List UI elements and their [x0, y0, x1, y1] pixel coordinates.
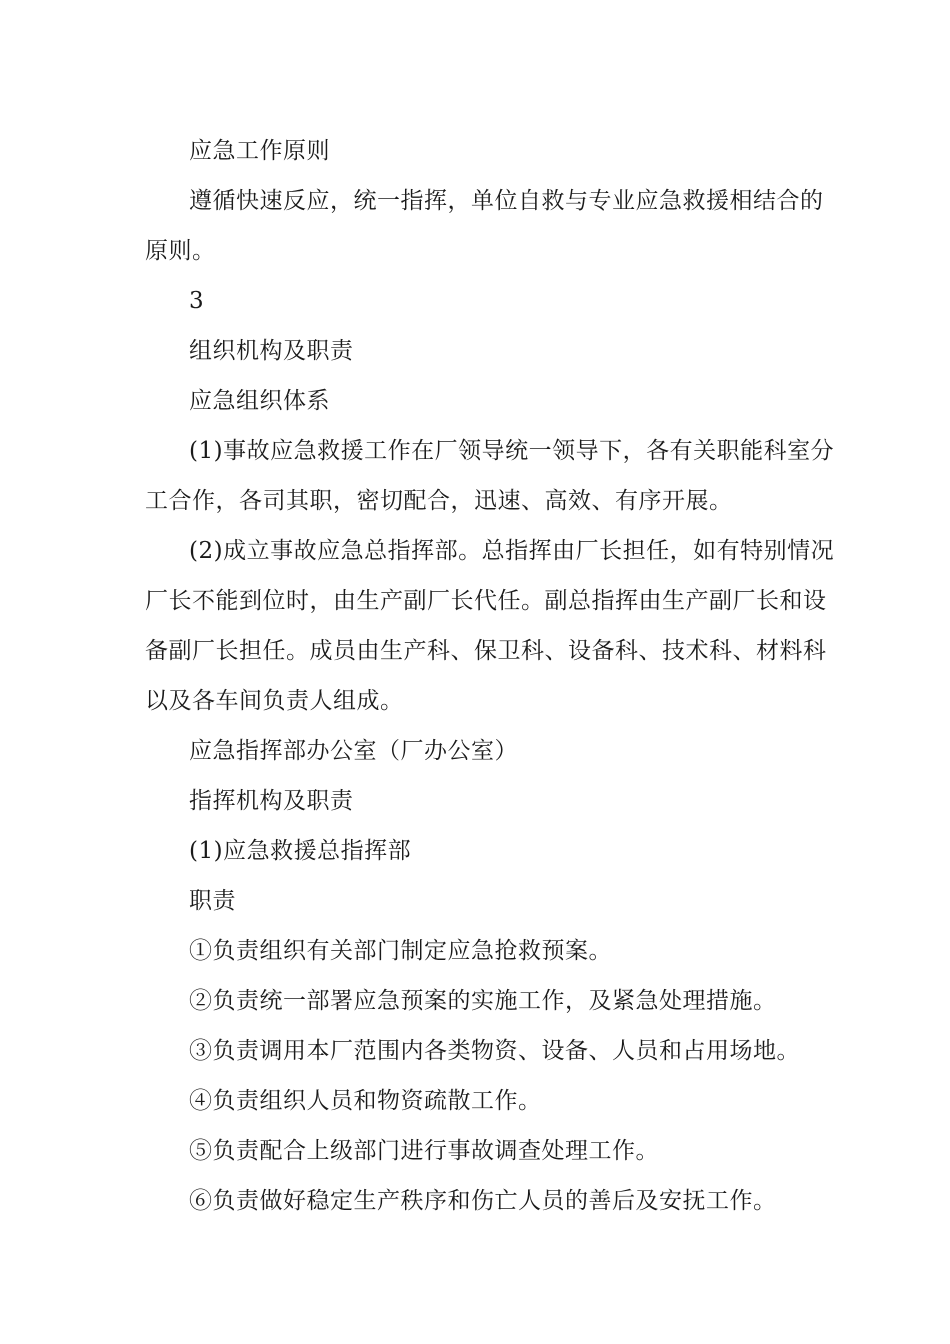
duty-item: ③负责调用本厂范围内各类物资、设备、人员和占用场地。: [189, 1038, 800, 1064]
subsection-heading-system: 应急组织体系: [189, 388, 330, 414]
paragraph-line: 遵循快速反应，统一指挥，单位自救与专业应急救援相结合的: [189, 188, 824, 214]
paragraph-line: 备副厂长担任。成员由生产科、保卫科、设备科、技术科、材料科: [145, 638, 827, 664]
paragraph-line: 厂长不能到位时，由生产副厂长代任。副总指挥由生产副厂长和设: [145, 588, 827, 614]
duty-item: ①负责组织有关部门制定应急抢救预案。: [189, 938, 612, 964]
list-heading: (1)应急救援总指挥部: [189, 838, 412, 864]
duty-item: ⑤负责配合上级部门进行事故调查处理工作。: [189, 1138, 659, 1164]
duty-item: ④负责组织人员和物资疏散工作。: [189, 1088, 542, 1114]
paragraph-line: 原则。: [145, 238, 216, 264]
paragraph-line: (1)事故应急救援工作在厂领导统一领导下，各有关职能科室分: [189, 438, 835, 464]
duty-item: ⑥负责做好稳定生产秩序和伤亡人员的善后及安抚工作。: [189, 1188, 777, 1214]
paragraph-line: 以及各车间负责人组成。: [145, 688, 404, 714]
subsection-heading-office: 应急指挥部办公室（厂办公室）: [189, 738, 518, 764]
section-number: 3: [189, 288, 205, 314]
paragraph-line: 工合作，各司其职，密切配合，迅速、高效、有序开展。: [145, 488, 733, 514]
paragraph-line: (2)成立事故应急总指挥部。总指挥由厂长担任，如有特别情况: [189, 538, 835, 564]
list-heading-duties: 职责: [189, 888, 236, 914]
section-heading-organization: 组织机构及职责: [189, 338, 354, 364]
duty-item: ②负责统一部署应急预案的实施工作，及紧急处理措施。: [189, 988, 777, 1014]
section-heading-principles: 应急工作原则: [189, 138, 330, 164]
subsection-heading-command: 指挥机构及职责: [189, 788, 354, 814]
